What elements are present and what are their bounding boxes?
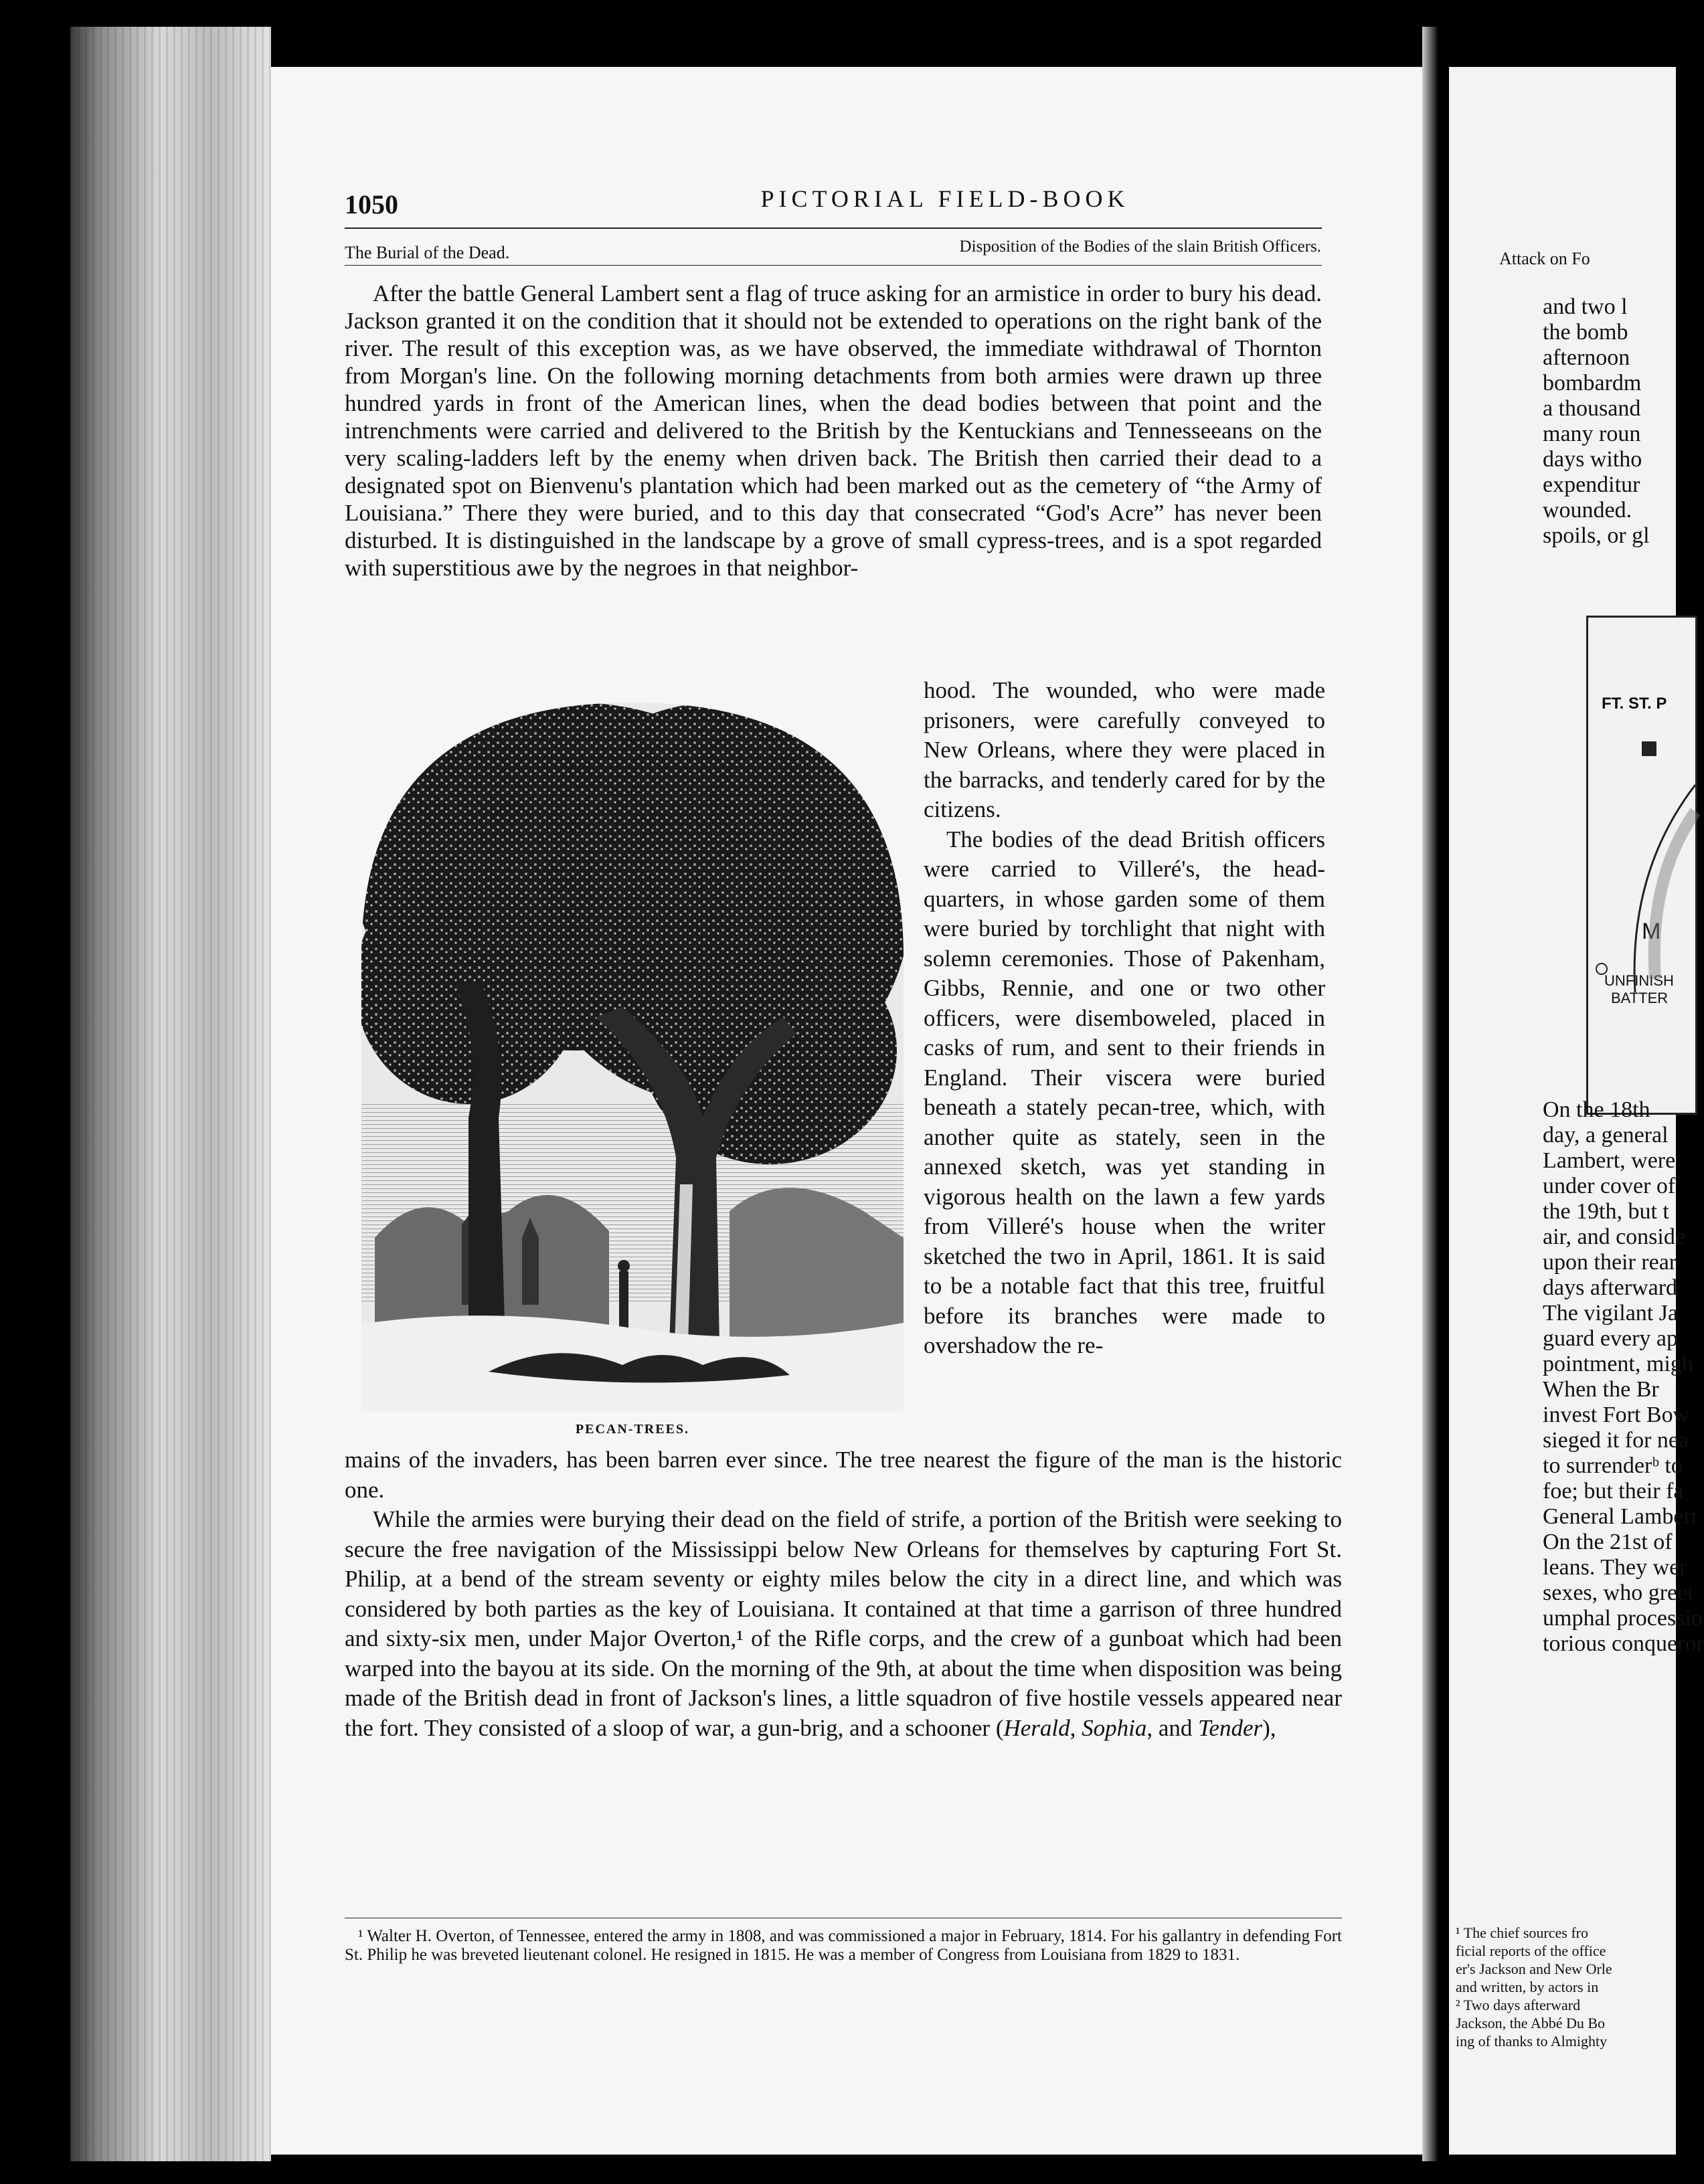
right-line: air, and conside [1543,1224,1685,1249]
footnote-block [345,1927,1342,1965]
right-line: and two l [1543,294,1628,319]
map-label-m: M [1642,919,1661,944]
subhead-right: Disposition of the Bodies of the slain British Officers. [959,238,1321,256]
footnote-text: ¹ Walter H. Overton, of Tennessee, entered the army in 1808, and was commissioned a major in February, 1814. For his gallantry in defending Fort St. Philip he was breveted lieutenant colonel. He resigned in 1815. He was a member of Congress from Louisiana from 1829 to 1831. [345,1927,1342,1964]
map-label-battery: BATTER [1611,990,1669,1006]
side-column [924,676,1325,1361]
header-rule [345,227,1322,229]
right-line: General Lambert [1543,1504,1698,1529]
column-continuation: hood. The wounded, who were made prisoners, were carefully conveyed to New Orleans, where they were placed in the barracks, and tenderly cared for by the citizens. [924,677,1325,822]
right-line: sexes, who greet [1543,1580,1694,1605]
right-line: spoils, or gl [1543,523,1650,548]
running-head: PICTORIAL FIELD-BOOK [760,185,1130,212]
right-line: to surrenderᵇ to [1543,1453,1683,1478]
opening-paragraph: After the battle General Lambert sent a flag of truce asking for an armistice in order to bury his dead. Jackson granted it on the condition that it should not be extended to operations on the right bank of the river. The result of this exception was, as we have observed, the immediate withdrawal of Thornton from Morgan's line. On the following morning detachments from both armies were drawn up three hundred yards in front of the American lines, when the dead bodies between that point and the intrenchments were carried and delivered to the British by the Kentuckians and Tennesseeans on the very scaling-ladders left by the enemy when driven back. The British then carried their dead to a designated spot on Bienvenu's plantation which had been marked out as the cemetery of “the Army of Louisiana.” There they were buried, and to this day that consecrated “God's Acre” has never been disturbed. It is distinguished in the landscape by a grove of small cypress-trees, and is a spot regarded with superstitious awe by the negroes in that neighbor- [345,280,1322,581]
right-line: the 19th, but t [1543,1199,1669,1224]
right-line: sieged it for nea [1543,1428,1689,1453]
right-footnote-line: ficial reports of the office [1456,1942,1606,1959]
lower-paragraph: While the armies were burying their dead on the field of strife, a portion of the British were seeking to secure the free navigation of the Mississippi below New Orleans for themselves by capturing Fort St. Philip, at a bend of the stream seventy or eighty miles below the city in a direct line, and which was considered by both parties as the key of Louisiana. It contained at that time a garrison of three hundred and sixty-six men, under Major Overton,¹ of the Rifle corps, and the crew of a gunboat which had been warped into the bayou at its side. On the morning of the 9th, at about the time when disposition was being made of the British dead in front of Jackson's lines, a little squadron of five hostile vessels appeared near the fort. They consisted of a sloop of war, a gun-brig, and a schooner (Herald, Sophia, and Tender), [345,1506,1342,1741]
right-footnote-line: ¹ The chief sources fro [1456,1924,1588,1941]
right-line: pointment, migh [1543,1352,1693,1376]
right-line: upon their rear [1543,1250,1677,1275]
map-label-fort: FT. ST. P [1602,695,1667,713]
lower-continuation: mains of the invaders, has been barren ever since. The tree nearest the figure of the man is the historic one. [345,1447,1342,1503]
right-line: guard every ap [1543,1326,1679,1351]
right-footnote-line: and written, by actors in [1456,1979,1599,1995]
right-line: under cover of [1543,1174,1676,1198]
right-line: bombardm [1543,371,1642,395]
right-footnote-line: Jackson, the Abbé Du Bo [1456,2015,1606,2031]
right-line: On the 18th [1543,1097,1650,1122]
right-line: torious conqueror [1543,1631,1704,1656]
subhead-left: The Burial of the Dead. [345,243,510,262]
right-footnote-line: ing of thanks to Almighty [1456,2033,1608,2050]
column-paragraph: The bodies of the dead British officers were carried to Villeré's, the head-quarters, in whose garden some of them were buried by torchlight that night with solemn ceremonies. Those of Pakenham, Gibbs, Rennie, and one or two other officers, were disemboweled, placed in casks of rum, and sent to their friends in England. Their viscera were buried beneath a stately pecan-tree, which, with another quite as stately, seen in the annexed sketch, was yet standing in vigorous health on the lawn a few yards from Villeré's house when the writer sketched the two in April, 1861. It is said to be a notable fact that this tree, fruitful before its branches were made to overshadow the re- [924,826,1325,1358]
book-fore-edge [70,27,271,2161]
right-line: days afterward [1543,1275,1678,1300]
right-footnote-line: ² Two days afterward [1456,1997,1581,2013]
right-line: foe; but their fa [1543,1479,1684,1504]
page-number: 1050 [345,189,398,219]
right-line: The vigilant Ja [1543,1301,1679,1326]
right-line: When the Br [1543,1377,1659,1402]
right-line: On the 21st of [1543,1530,1673,1554]
right-line: wounded. [1543,498,1632,523]
lower-block [345,1445,1342,1743]
right-line: Lambert, were [1543,1148,1676,1173]
right-footnotes [1456,1924,1612,2050]
map-label-unfinished: UNFINISH [1604,972,1674,989]
vessel-name-2: Sophia [1082,1714,1147,1741]
opening-paragraph-block [345,280,1322,581]
right-line: afternoon [1543,345,1630,370]
map-drawing [1588,618,1695,1113]
right-line: a thousand [1543,396,1641,421]
lower-paragraph-text: While the armies were burying their dead on the field of strife, a portion of the British were seeking to secure the free navigation of the Mississippi below New Orleans for themselves by capturing Fort St. Philip, at a bend of the stream seventy or eighty miles below the city in a direct line, and which was considered by both parties as the key of Louisiana. It contained at that time a garrison of three hundred and sixty-six men, under Major Overton,¹ of the Rifle corps, and the crew of a gunboat which had been warped into the bayou at its side. On the morning of the 9th, at about the time when disposition was being made of the British dead in front of Jackson's lines, a little squadron of five hostile vessels appeared near the fort. They consisted of a sloop of war, a gun-brig, and a schooner ( [345,1506,1342,1741]
right-line: many roun [1543,422,1641,446]
subhead-rule [345,265,1322,266]
right-line: the bomb [1543,320,1628,345]
fort-map [1586,616,1697,1115]
figure-caption: PECAN-TREES. [575,1422,690,1437]
right-line: invest Fort Bow [1543,1402,1690,1427]
right-line: day, a general [1543,1123,1669,1148]
book-gutter [1422,27,1449,2161]
right-subhead: Attack on Fo [1499,249,1590,268]
engraving-pecan-trees [355,703,910,1419]
right-line: days witho [1543,447,1642,472]
right-bottom-text [1543,1097,1704,1657]
right-line: leans. They wer [1543,1555,1687,1580]
right-line: expenditur [1543,472,1640,497]
vessel-name-3: Tender [1198,1714,1263,1741]
right-top-text [1543,294,1690,549]
right-footnote-line: er's Jackson and New Orle [1456,1961,1612,1977]
right-line: umphal processio [1543,1606,1703,1631]
vessel-name-1: Herald [1003,1714,1070,1741]
